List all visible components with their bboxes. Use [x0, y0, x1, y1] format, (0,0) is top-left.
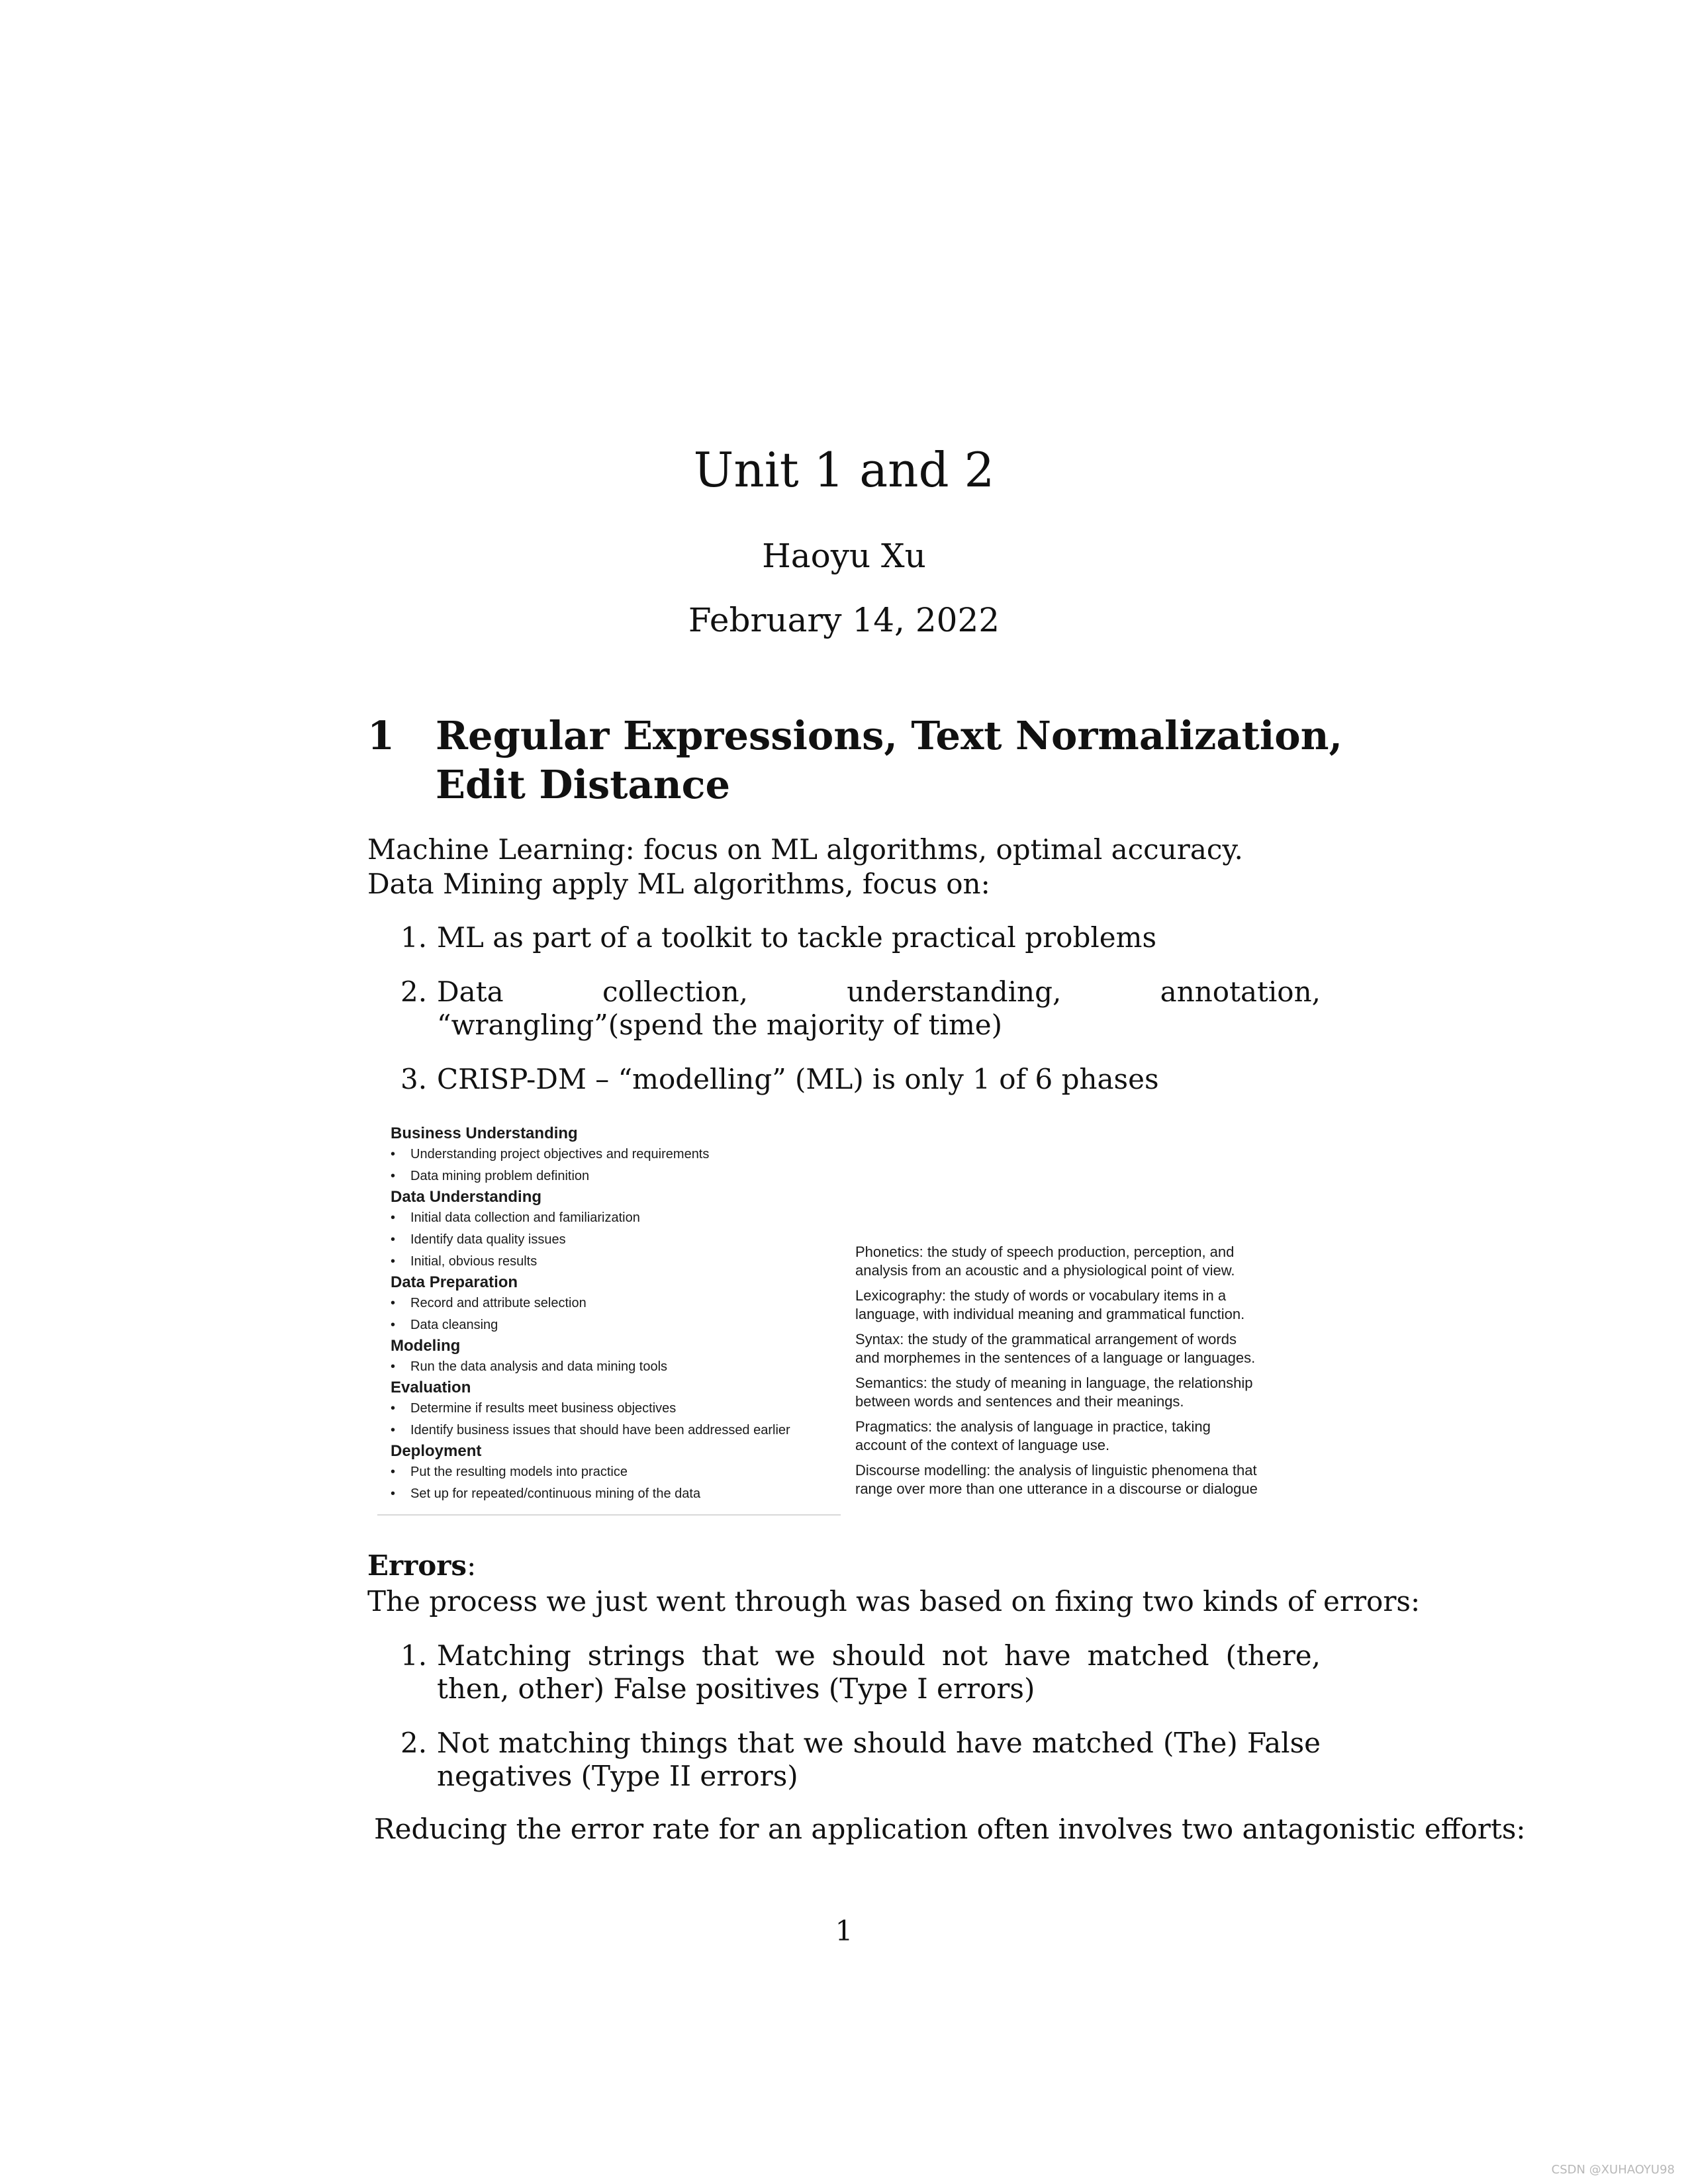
phase-item: • Initial, obvious results — [391, 1251, 841, 1273]
bullet-icon: • — [391, 1232, 396, 1247]
list-item-number: 2. — [400, 976, 428, 1008]
phase-heading: Deployment — [391, 1442, 482, 1460]
data-mining-focus-list — [367, 921, 1321, 1096]
phase-item: • Determine if results meet business objectives — [391, 1398, 841, 1420]
phase-item: • Put the resulting models into practice — [391, 1461, 841, 1483]
list-item-number: 1. — [400, 1639, 428, 1672]
list-item-text: ML as part of a toolkit to tackle practical problems — [437, 921, 1157, 954]
definition: Phonetics: the study of speech production, perception, and analysis from an acoustic and a physiological point of view. — [855, 1244, 1235, 1279]
intro-paragraph — [367, 833, 1321, 901]
phase-heading: Evaluation — [391, 1379, 471, 1396]
definition: Pragmatics: the analysis of language in practice, taking account of the context of language use. — [855, 1418, 1211, 1453]
document-title: Unit 1 and 2 — [693, 442, 995, 498]
bullet-icon: • — [391, 1423, 396, 1437]
list-item-text: Matching strings that we should not have matched (there, then, other) False positives (Type I errors) — [437, 1639, 1321, 1705]
errors-list — [367, 1639, 1321, 1793]
section-title: Regular Expressions, Text Normalization, Edit Distance — [436, 713, 1343, 807]
bullet-icon: • — [391, 1147, 396, 1161]
intro-line-ml: Machine Learning: focus on ML algorithms, optimal accuracy. — [367, 833, 1243, 866]
list-item-text: CRISP-DM – “modelling” (ML) is only 1 of 6 phases — [437, 1063, 1159, 1095]
closing-paragraph: Reducing the error rate for an application often involves two antagonistic efforts: — [374, 1813, 1526, 1845]
phase-item: • Record and attribute selection — [391, 1293, 841, 1314]
list-item — [367, 1063, 1321, 1096]
list-item — [367, 976, 1321, 1042]
phase-item: • Identify business issues that should have been addressed earlier — [391, 1420, 841, 1441]
definition: Discourse modelling: the analysis of linguistic phenomena that range over more than one utterance in a discourse or dialogue — [855, 1462, 1258, 1497]
list-item-number: 1. — [400, 921, 428, 954]
phase-heading: Modeling — [391, 1337, 461, 1355]
bullet-icon: • — [391, 1296, 396, 1310]
bullet-icon: • — [391, 1401, 396, 1416]
errors-heading: Errors: — [367, 1549, 477, 1582]
page-number: 1 — [835, 1915, 853, 1947]
list-item-text: Not matching things that we should have matched (The) False negatives (Type II errors) — [437, 1727, 1321, 1792]
definition: Semantics: the study of meaning in language, the relationship between words and sentences and their meanings. — [855, 1375, 1253, 1410]
phase-item: • Identify data quality issues — [391, 1229, 841, 1251]
phase-item: • Initial data collection and familiarization — [391, 1207, 841, 1229]
bullet-icon: • — [391, 1486, 396, 1501]
list-item-number: 2. — [400, 1727, 428, 1759]
list-item — [367, 1727, 1321, 1793]
definition: Lexicography: the study of words or vocabulary items in a language, with individual meaning and grammatical function. — [855, 1287, 1245, 1322]
bullet-icon: • — [391, 1169, 396, 1183]
definition: Syntax: the study of the grammatical arrangement of words and morphemes in the sentences of a language or languages. — [855, 1331, 1256, 1366]
bullet-icon: • — [391, 1465, 396, 1479]
phase-group — [377, 1441, 841, 1505]
phase-heading: Business Understanding — [391, 1124, 578, 1142]
bullet-icon: • — [391, 1318, 396, 1332]
linguistics-definitions-panel — [855, 1243, 1324, 1505]
phase-item: • Set up for repeated/continuous mining of the data — [391, 1483, 841, 1505]
crisp-dm-figure — [377, 1124, 1324, 1514]
phase-item: • Data cleansing — [391, 1314, 841, 1336]
phase-group — [377, 1336, 841, 1378]
phase-item: • Understanding project objectives and requirements — [391, 1144, 841, 1165]
phase-group — [377, 1187, 841, 1273]
bullet-icon: • — [391, 1254, 396, 1269]
phase-heading: Data Understanding — [391, 1188, 542, 1206]
list-item-number: 3. — [400, 1063, 428, 1095]
bullet-icon: • — [391, 1359, 396, 1374]
intro-line-dm: Data Mining apply ML algorithms, focus on: — [367, 868, 990, 900]
phase-group — [377, 1378, 841, 1441]
list-item — [367, 1639, 1321, 1706]
list-item-text: Data collection, understanding, annotation, “wrangling”(spend the majority of time) — [437, 976, 1321, 1041]
phase-group — [377, 1124, 841, 1187]
crisp-dm-phases-panel — [377, 1124, 841, 1516]
document-author: Haoyu Xu — [762, 537, 926, 575]
document-date: February 14, 2022 — [688, 601, 1000, 639]
watermark: CSDN @XUHAOYU98 — [1551, 2163, 1675, 2177]
section-number: 1 — [367, 713, 395, 758]
phase-heading: Data Preparation — [391, 1273, 518, 1291]
phase-item: • Run the data analysis and data mining tools — [391, 1356, 841, 1378]
phase-group — [377, 1273, 841, 1336]
list-item — [367, 921, 1321, 954]
errors-intro: The process we just went through was based on fixing two kinds of errors: — [367, 1585, 1421, 1617]
phase-item: • Data mining problem definition — [391, 1165, 841, 1187]
section-heading — [367, 711, 1347, 809]
bullet-icon: • — [391, 1210, 396, 1225]
